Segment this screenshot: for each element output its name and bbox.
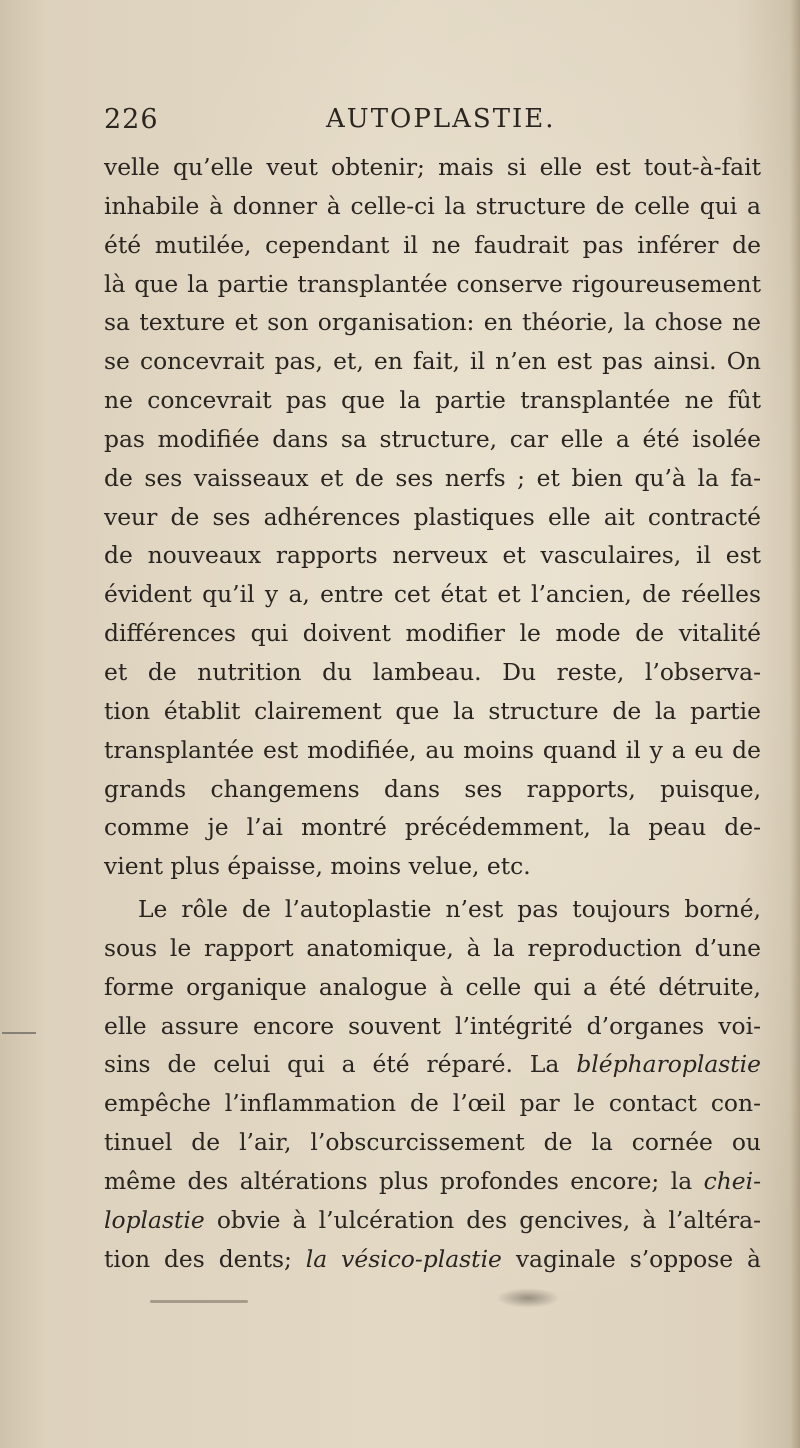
text-line: évident qu’il y a, entre cet état et l’ancien, de réelles bbox=[104, 580, 761, 609]
text-line: et de nutrition du lambeau. Du reste, l’observa- bbox=[104, 657, 761, 686]
text-line: été mutilée, cependant il ne faudrait pas inférer de bbox=[104, 230, 761, 259]
page-header bbox=[104, 104, 754, 144]
text-line: se concevrait pas, et, en fait, il n’en est pas ainsi. On bbox=[104, 347, 761, 376]
text-line: pas modifiée dans sa structure, car elle a été isolée bbox=[104, 424, 761, 453]
margin-mark bbox=[2, 1032, 36, 1034]
text-line: ne concevrait pas que la partie transplantée ne fût bbox=[104, 386, 761, 415]
text-line: forme organique analogue à celle qui a été détruite, bbox=[104, 972, 761, 1001]
text-line: comme je l’ai montré précédemment, la peau de- bbox=[104, 813, 761, 842]
text-line bbox=[104, 1045, 761, 1084]
text-line: velle qu’elle veut obtenir; mais si elle est tout-à-fait bbox=[104, 153, 761, 181]
ink-smudge bbox=[496, 1288, 560, 1308]
text-line: là que la partie transplantée conserve rigoureusement bbox=[104, 269, 761, 298]
text-line bbox=[104, 1162, 761, 1201]
text-line: tinuel de l’air, l’obscurcissement de la cornée ou bbox=[104, 1128, 761, 1157]
text-run: sins de celui qui a été réparé. La bbox=[104, 1050, 577, 1079]
page-edge-shadow bbox=[790, 0, 800, 1448]
ink-smudge bbox=[150, 1300, 248, 1303]
text-line: sous le rapport anatomique, à la reproduction d’une bbox=[104, 933, 761, 962]
text-line: veur de ses adhérences plastiques elle ait contracté bbox=[104, 502, 761, 531]
text-line: différences qui doivent modifier le mode de vitalité bbox=[104, 619, 761, 648]
text-line: elle assure encore souvent l’intégrité d’organes voi- bbox=[104, 1011, 761, 1040]
running-title: AUTOPLASTIE. bbox=[326, 104, 556, 134]
italic-term-blepharoplastie: blépharoplastie bbox=[576, 1050, 761, 1079]
body-text bbox=[104, 148, 761, 1278]
text-line: empêche l’inflammation de l’œil par le contact con- bbox=[104, 1089, 761, 1118]
italic-term-cheiloplastie-part1: chei- bbox=[703, 1166, 761, 1195]
text-line: transplantée est modifiée, au moins quand il y a eu de bbox=[104, 735, 761, 764]
text-line: tion établit clairement que la structure de la partie bbox=[104, 696, 761, 725]
italic-term-vesicoplastie: la vésico-plastie bbox=[305, 1244, 502, 1273]
text-line: grands changemens dans ses rapports, puisque, bbox=[104, 774, 761, 803]
text-line: de nouveaux rapports nerveux et vasculaires, il est bbox=[104, 541, 761, 570]
text-line bbox=[104, 1201, 761, 1240]
text-run: obvie à l’ulcération des gencives, à l’altéra- bbox=[204, 1205, 761, 1234]
text-run: même des altérations plus profondes encore; la bbox=[104, 1166, 704, 1195]
text-line bbox=[104, 1240, 761, 1279]
text-line: de ses vaisseaux et de ses nerfs ; et bien qu’à la fa- bbox=[104, 463, 761, 492]
text-run: vaginale s’oppose à bbox=[501, 1244, 761, 1273]
italic-term-cheiloplastie-part2: loplastie bbox=[104, 1205, 205, 1234]
text-line: sa texture et son organisation: en théorie, la chose ne bbox=[104, 308, 761, 337]
paragraph-end-line: vient plus épaisse, moins velue, etc. bbox=[104, 852, 531, 881]
text-run: tion des dents; bbox=[104, 1244, 306, 1273]
paragraph-start-line: Le rôle de l’autoplastie n’est pas toujours borné, bbox=[138, 895, 761, 924]
page-number: 226 bbox=[104, 104, 159, 135]
text-line: inhabile à donner à celle-ci la structure de celle qui a bbox=[104, 191, 761, 220]
